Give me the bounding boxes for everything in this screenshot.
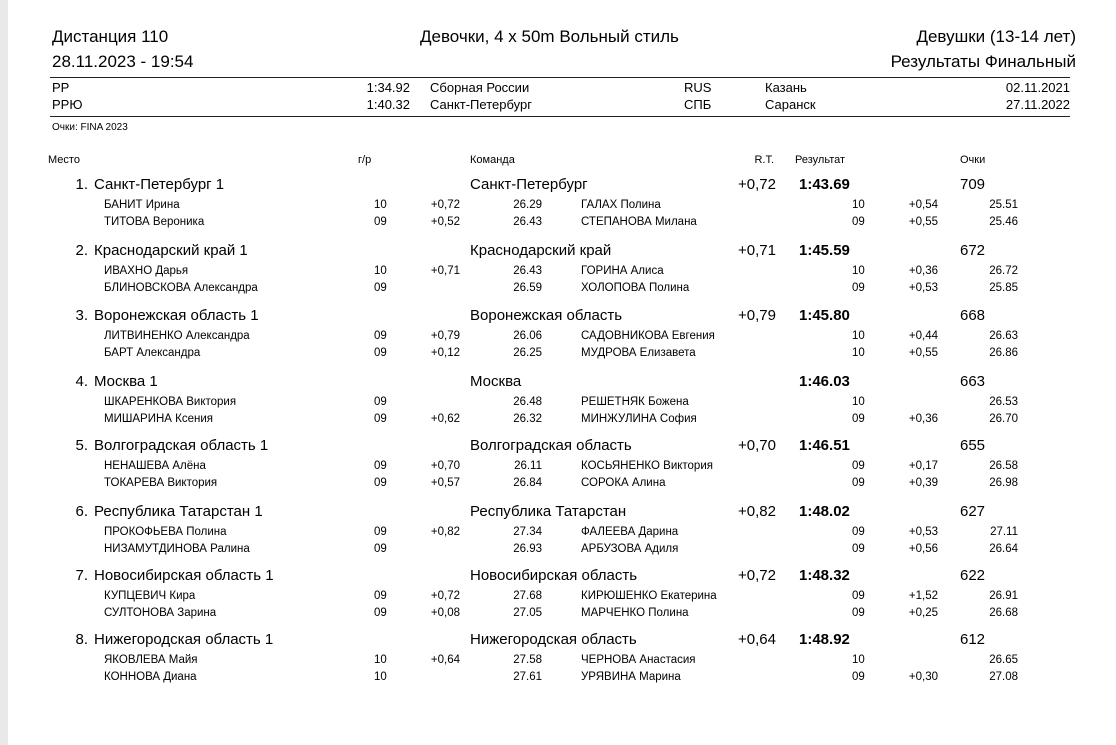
team-reaction-time: +0,64 — [738, 631, 776, 648]
swimmer-name: ЛИТВИНЕНКО Александра — [104, 330, 250, 342]
team-region: Новосибирская область — [470, 567, 638, 584]
swimmer-name: КИРЮШЕНКО Екатерина — [581, 590, 717, 602]
swimmer-year: 09 — [374, 590, 387, 602]
swimmer-split: 26.98 — [989, 477, 1018, 489]
swimmer-name: АРБУЗОВА Адиля — [581, 543, 679, 555]
swimmer-split: 26.53 — [989, 396, 1018, 408]
team-reaction-time: +0,79 — [738, 307, 776, 324]
swimmer-reaction-time: +0,53 — [908, 526, 938, 538]
event-title: Дистанция 110 — [52, 27, 169, 46]
team-name: Краснодарский край 1 — [94, 242, 248, 259]
record-holder: Сборная России — [430, 80, 530, 95]
team-name: Санкт-Петербург 1 — [94, 176, 225, 193]
team-rank: 8. — [75, 631, 88, 648]
swimmer-name: ХОЛОПОВА Полина — [581, 282, 690, 294]
swimmer-reaction-time: +0,44 — [908, 330, 938, 342]
record-holder: Санкт-Петербург — [430, 97, 532, 112]
swimmer-reaction-time: +0,56 — [908, 543, 938, 555]
swimmer-name: НЕНАШЕВА Алёна — [104, 460, 206, 472]
swimmer-year: 09 — [852, 460, 865, 472]
record-place: Саранск — [765, 97, 816, 112]
team-result: 1:48.02 — [799, 503, 850, 520]
swimmer-name: СУЛТОНОВА Зарина — [104, 607, 217, 619]
swimmer-split: 26.29 — [513, 199, 542, 211]
swimmer-name: ТИТОВА Вероника — [104, 216, 205, 228]
swimmer-name: ЧЕРНОВА Анастасия — [581, 654, 696, 666]
swimmer-year: 09 — [374, 330, 387, 342]
swimmer-year: 09 — [852, 216, 865, 228]
swimmer-reaction-time: +0,55 — [908, 216, 938, 228]
race-title: Девочки, 4 х 50m Вольный стиль — [420, 27, 679, 46]
swimmer-split: 27.34 — [513, 526, 542, 538]
swimmer-year: 10 — [852, 265, 865, 277]
swimmer-year: 09 — [374, 347, 387, 359]
swimmer-year: 10 — [852, 654, 865, 666]
team-region: Краснодарский край — [470, 242, 612, 259]
team-result: 1:43.69 — [799, 176, 850, 193]
swimmer-year: 10 — [852, 396, 865, 408]
swimmer-split: 25.85 — [989, 282, 1018, 294]
swimmer-name: МИШАРИНА Ксения — [104, 413, 214, 425]
record-code: РР — [52, 80, 70, 95]
team-name: Волгоградская область 1 — [94, 437, 269, 454]
swimmer-split: 26.72 — [989, 265, 1018, 277]
swimmer-year: 09 — [852, 671, 865, 683]
team-reaction-time: +0,70 — [738, 437, 776, 454]
swimmer-split: 25.46 — [989, 216, 1018, 228]
swimmer-year: 09 — [374, 477, 387, 489]
swimmer-name: НИЗАМУТДИНОВА Ралина — [104, 543, 250, 555]
swimmer-split: 26.43 — [513, 216, 542, 228]
team-points: 709 — [960, 176, 986, 193]
swimmer-split: 26.93 — [513, 543, 542, 555]
team-result: 1:45.80 — [799, 307, 850, 324]
swimmer-year: 10 — [374, 671, 387, 683]
column-place: Место — [48, 154, 80, 166]
swimmer-name: РЕШЕТНЯК Божена — [581, 396, 689, 408]
swimmer-split: 25.51 — [989, 199, 1018, 211]
swimmer-reaction-time: +0,62 — [430, 413, 460, 425]
swimmer-split: 27.68 — [513, 590, 542, 602]
swimmer-name: МИНЖУЛИНА София — [581, 413, 697, 425]
swimmer-year: 09 — [852, 543, 865, 555]
record-code: РРЮ — [52, 97, 83, 112]
swimmer-year: 10 — [374, 654, 387, 666]
swimmer-name: ШКАРЕНКОВА Виктория — [104, 396, 237, 408]
swimmer-name: КОННОВА Диана — [104, 671, 197, 683]
team-name: Москва 1 — [94, 373, 158, 390]
team-rank: 2. — [75, 242, 88, 259]
column-team: Команда — [470, 154, 515, 166]
team-region: Нижегородская область — [470, 631, 637, 648]
team-rank: 5. — [75, 437, 88, 454]
team-points: 672 — [960, 242, 986, 259]
swimmer-name: ГОРИНА Алиса — [581, 265, 664, 277]
records-divider — [50, 116, 1070, 117]
team-name: Республика Татарстан 1 — [94, 503, 263, 520]
swimmer-name: ТОКАРЕВА Виктория — [104, 477, 218, 489]
team-reaction-time: +0,72 — [738, 567, 776, 584]
swimmer-reaction-time: +0,70 — [430, 460, 460, 472]
swimmer-reaction-time: +0,36 — [908, 413, 938, 425]
swimmer-year: 09 — [852, 282, 865, 294]
swimmer-reaction-time: +0,71 — [430, 265, 460, 277]
swimmer-split: 27.08 — [989, 671, 1018, 683]
swimmer-name: КОСЬЯНЕНКО Виктория — [581, 460, 713, 472]
record-time: 1:34.92 — [366, 80, 410, 95]
swimmer-split: 26.32 — [513, 413, 542, 425]
swimmer-year: 09 — [374, 526, 387, 538]
record-abbr: СПБ — [684, 97, 712, 112]
swimmer-year: 09 — [852, 526, 865, 538]
swimmer-year: 09 — [852, 413, 865, 425]
record-abbr: RUS — [684, 80, 712, 95]
swimmer-name: БАРТ Александра — [104, 347, 201, 359]
team-points: 612 — [960, 631, 986, 648]
swimmer-year: 09 — [852, 477, 865, 489]
team-points: 668 — [960, 307, 986, 324]
swimmer-name: ГАЛАХ Полина — [581, 199, 661, 211]
swimmer-split: 27.11 — [990, 526, 1018, 538]
swimmer-name: БЛИНОВСКОВА Александра — [104, 282, 258, 294]
swimmer-split: 27.58 — [513, 654, 542, 666]
swimmer-reaction-time: +0,57 — [430, 477, 460, 489]
team-reaction-time: +0,72 — [738, 176, 776, 193]
swimmer-reaction-time: +0,30 — [908, 671, 938, 683]
swimmer-reaction-time: +0,39 — [908, 477, 938, 489]
swimmer-reaction-time: +0,08 — [430, 607, 460, 619]
team-region: Воронежская область — [470, 307, 623, 324]
team-rank: 1. — [75, 176, 88, 193]
swimmer-name: ПРОКОФЬЕВА Полина — [104, 526, 227, 538]
team-region: Санкт-Петербург — [470, 176, 588, 193]
record-place: Казань — [765, 80, 807, 95]
swimmer-split: 26.59 — [513, 282, 542, 294]
swimmer-year: 10 — [852, 199, 865, 211]
swimmer-year: 09 — [374, 282, 387, 294]
swimmer-split: 27.05 — [513, 607, 542, 619]
column-points: Очки — [960, 154, 986, 166]
swimmer-split: 26.48 — [513, 396, 542, 408]
team-region: Москва — [470, 373, 522, 390]
swimmer-year: 10 — [374, 265, 387, 277]
record-time: 1:40.32 — [366, 97, 410, 112]
team-points: 627 — [960, 503, 986, 520]
swimmer-name: САДОВНИКОВА Евгения — [581, 330, 715, 342]
team-reaction-time: +0,71 — [738, 242, 776, 259]
swimmer-split: 26.11 — [514, 460, 542, 472]
page-left-shadow — [0, 0, 8, 745]
swimmer-split: 26.63 — [989, 330, 1018, 342]
swimmer-split: 26.91 — [989, 590, 1018, 602]
swimmer-reaction-time: +0,72 — [430, 590, 460, 602]
swimmer-reaction-time: +0,12 — [430, 347, 460, 359]
swimmer-year: 09 — [374, 216, 387, 228]
swimmer-name: СТЕПАНОВА Милана — [581, 216, 697, 228]
swimmer-name: ФАЛЕЕВА Дарина — [581, 526, 679, 538]
swimmer-reaction-time: +0,55 — [908, 347, 938, 359]
swimmer-year: 10 — [852, 347, 865, 359]
swimmer-reaction-time: +0,52 — [430, 216, 460, 228]
swimmer-year: 10 — [374, 199, 387, 211]
swimmer-split: 26.86 — [989, 347, 1018, 359]
swimmer-year: 09 — [374, 460, 387, 472]
points-note: Очки: FINA 2023 — [52, 122, 128, 133]
swimmer-name: МАРЧЕНКО Полина — [581, 607, 689, 619]
swimmer-split: 27.61 — [513, 671, 542, 683]
age-group: Девушки (13-14 лет) — [916, 27, 1076, 46]
swimmer-split: 26.65 — [989, 654, 1018, 666]
swimmer-reaction-time: +0,82 — [430, 526, 460, 538]
swimmer-year: 09 — [374, 543, 387, 555]
team-rank: 6. — [75, 503, 88, 520]
team-result: 1:48.92 — [799, 631, 850, 648]
column-year: г/р — [358, 154, 372, 166]
swimmer-year: 09 — [374, 413, 387, 425]
swimmer-split: 26.84 — [513, 477, 542, 489]
swimmer-name: УРЯВИНА Марина — [581, 671, 681, 683]
team-result: 1:48.32 — [799, 567, 850, 584]
team-name: Воронежская область 1 — [94, 307, 259, 324]
swimmer-year: 09 — [852, 590, 865, 602]
swimmer-name: МУДРОВА Елизавета — [581, 347, 696, 359]
event-datetime: 28.11.2023 - 19:54 — [52, 52, 194, 71]
swimmer-split: 26.25 — [513, 347, 542, 359]
swimmer-year: 10 — [852, 330, 865, 342]
swimmer-split: 26.43 — [513, 265, 542, 277]
swimmer-reaction-time: +0,54 — [908, 199, 938, 211]
column-rt: R.T. — [754, 154, 774, 166]
swimmer-year: 09 — [374, 396, 387, 408]
column-result: Результат — [795, 154, 846, 166]
swimmer-reaction-time: +0,72 — [430, 199, 460, 211]
swimmer-split: 26.64 — [989, 543, 1018, 555]
team-reaction-time: +0,82 — [738, 503, 776, 520]
record-date: 27.11.2022 — [1005, 97, 1070, 112]
swimmer-name: ИВАХНО Дарья — [104, 265, 189, 277]
team-name: Нижегородская область 1 — [94, 631, 274, 648]
team-points: 622 — [960, 567, 986, 584]
results-label: Результаты Финальный — [890, 52, 1076, 71]
swimmer-split: 26.68 — [989, 607, 1018, 619]
swimmer-year: 09 — [374, 607, 387, 619]
swimmer-reaction-time: +0,79 — [430, 330, 460, 342]
header-divider — [50, 77, 1070, 78]
team-result: 1:46.03 — [799, 373, 850, 390]
team-rank: 7. — [75, 567, 88, 584]
swimmer-reaction-time: +0,25 — [908, 607, 938, 619]
team-region: Волгоградская область — [470, 437, 632, 454]
team-region: Республика Татарстан — [470, 503, 627, 520]
team-rank: 4. — [75, 373, 88, 390]
swimmer-split: 26.06 — [513, 330, 542, 342]
swimmer-name: ЯКОВЛЕВА Майя — [104, 654, 198, 666]
team-points: 655 — [960, 437, 986, 454]
swimmer-name: БАНИТ Ирина — [104, 199, 180, 211]
team-points: 663 — [960, 373, 986, 390]
swimmer-name: СОРОКА Алина — [581, 477, 666, 489]
team-result: 1:46.51 — [799, 437, 850, 454]
swimmer-year: 09 — [852, 607, 865, 619]
swimmer-reaction-time: +0,64 — [430, 654, 460, 666]
swimmer-reaction-time: +0,53 — [908, 282, 938, 294]
swimmer-reaction-time: +0,17 — [908, 460, 938, 472]
record-date: 02.11.2021 — [1005, 80, 1070, 95]
team-rank: 3. — [75, 307, 88, 324]
team-name: Новосибирская область 1 — [94, 567, 274, 584]
swimmer-split: 26.58 — [989, 460, 1018, 472]
swimmer-name: КУПЦЕВИЧ Кира — [104, 590, 196, 602]
swimmer-split: 26.70 — [989, 413, 1018, 425]
team-result: 1:45.59 — [799, 242, 850, 259]
swimmer-reaction-time: +1,52 — [908, 590, 938, 602]
swimmer-reaction-time: +0,36 — [908, 265, 938, 277]
